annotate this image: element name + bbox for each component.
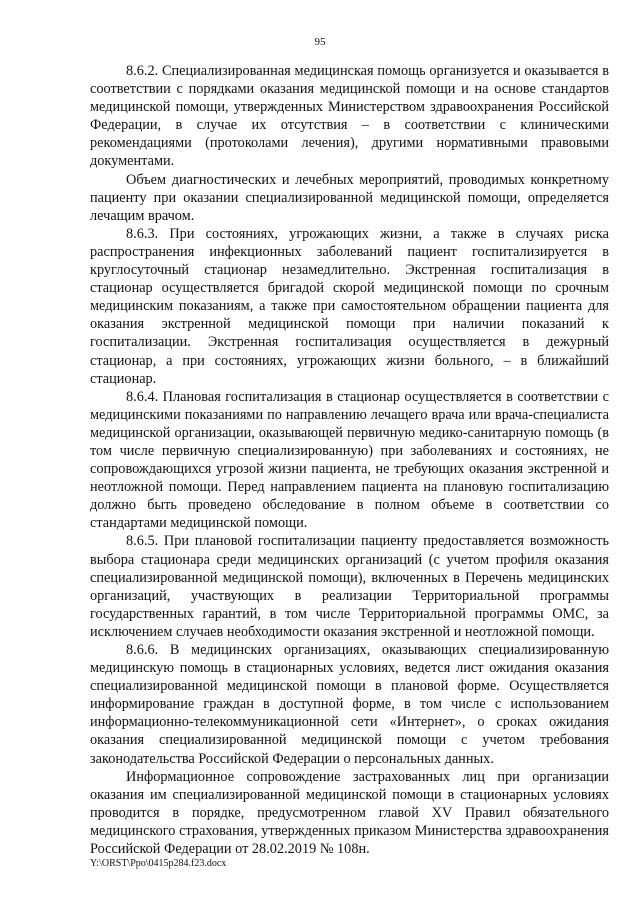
paragraph-8-6-2: 8.6.2. Специализированная медицинская помощь организуется и оказывается в соответствии с порядками оказания медицинской помощи и на основе стандартов медицинской помощи, утвержденных Министерством здравоохранения Российской Федерации, в случае их отсутствия – в соответствии с клиническими рекомендациями (протоколами лечения), другими нормативными правовыми документами. xyxy=(90,63,609,170)
document-body xyxy=(90,62,609,858)
footer-file-path: Y:\ORST\Ppo\0415p284.f23.docx xyxy=(90,858,227,869)
paragraph-8-6-6: 8.6.6. В медицинских организациях, оказывающих специализированную медицинскую помощь в стационарных условиях, ведется лист ожидания оказания специализированной медицинской помощи в плановой форме. Осуществляется информирование граждан в доступной форме, в том числе с использованием информационно-телекоммуникационной сети «Интернет», о сроках ожидания оказания специализированной медицинской помощи с учетом требования законодательства Российской Федерации о персональных данных. xyxy=(90,642,609,767)
paragraph-8-6-5: 8.6.5. При плановой госпитализации пациенту предоставляется возможность выбора стационара среди медицинских организаций (с учетом профиля оказания специализированной медицинской помощи), включенных в Перечень медицинских организаций, участвующих в реализации Территориальной программы государственных гарантий, в том числе Территориальной программы ОМС, за исключением случаев необходимости оказания экстренной и неотложной помощи. xyxy=(90,533,609,640)
paragraph-8-6-3: 8.6.3. При состояниях, угрожающих жизни, а также в случаях риска распространения инфекционных заболеваний пациент госпитализируется в круглосуточный стационар незамедлительно. Экстренная госпитализация в стационар осуществляется бригадой скорой медицинской помощи по срочным медицинским показаниям, а также при самостоятельном обращении пациента для оказания экстренной медицинской помощи при наличии показаний к госпитализации. Экстренная госпитализация осуществляется в дежурный стационар, а при состояниях, угрожающих жизни больного, – в ближайший стационар. xyxy=(90,225,609,387)
paragraph-scope: Объем диагностических и лечебных мероприятий, проводимых конкретному пациенту при оказании специализированной медицинской помощи, определяется лечащим врачом. xyxy=(90,171,609,224)
paragraph-info-support: Информационное сопровождение застрахованных лиц при организации оказания им специализированной медицинской помощи в стационарных условиях проводится в порядке, предусмотренном главой XV Правил обязательного медицинского страхования, утвержденных приказом Министерства здравоохранения Российской Федерации от 28.02.2019 № 108н. xyxy=(90,768,609,858)
paragraph-8-6-4: 8.6.4. Плановая госпитализация в стационар осуществляется в соответствии с медицинскими показаниями по направлению лечащего врача или врача-специалиста медицинской организации, оказывающей первичную медико-санитарную помощь (в том числе первичную специализированную) при заболеваниях и состояниях, не сопровождающихся угрозой жизни пациента, не требующих оказания экстренной и неотложной помощи. Перед направлением пациента на плановую госпитализацию должно быть проведено обследование в полном объеме в соответствии со стандартами медицинской помощи. xyxy=(90,388,609,532)
page-number: 95 xyxy=(314,36,326,48)
